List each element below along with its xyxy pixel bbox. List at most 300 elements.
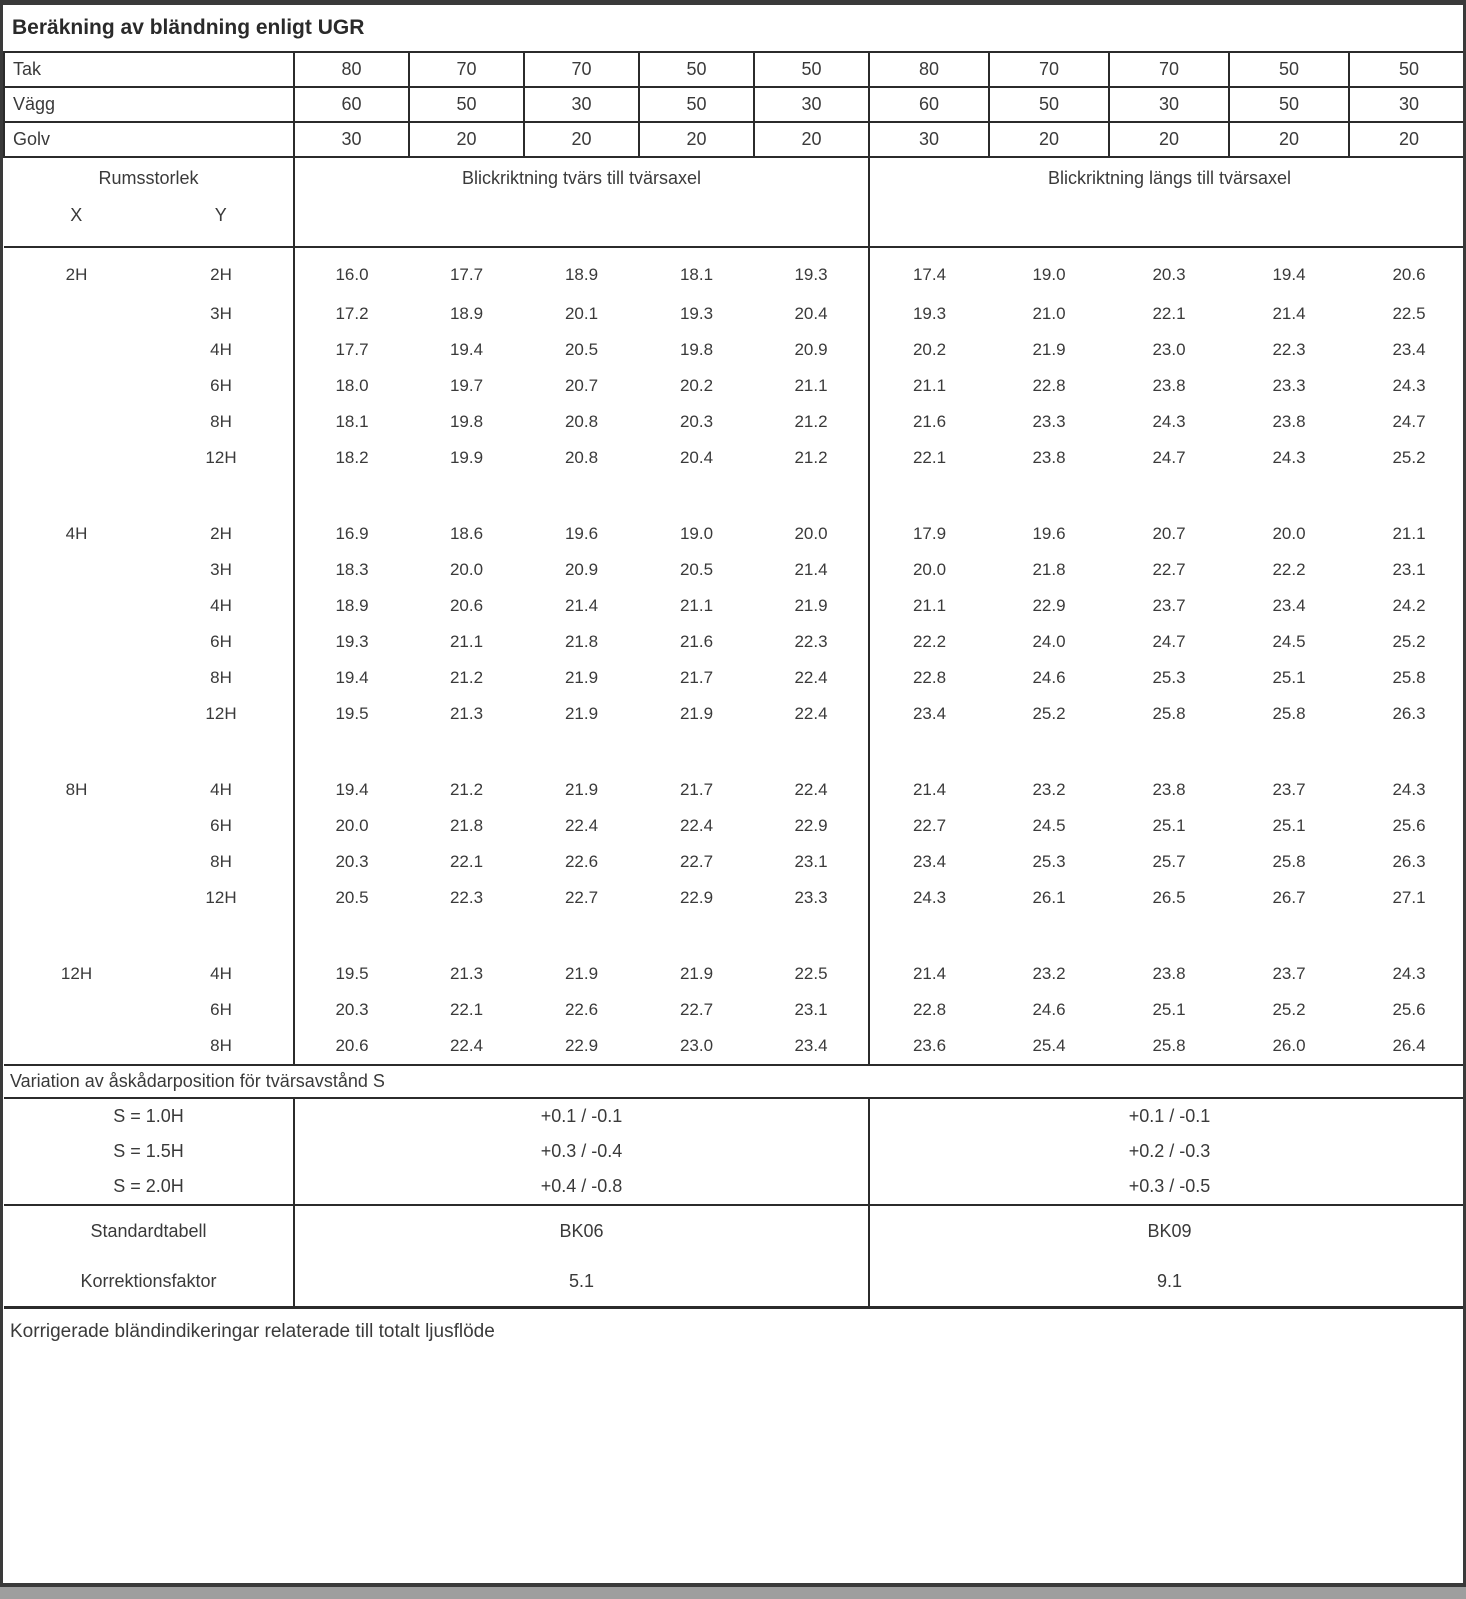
ugr-value: 25.4 xyxy=(1032,1036,1066,1055)
y-label: 6H xyxy=(149,368,294,404)
variation-row xyxy=(4,1134,1466,1169)
ugr-value: 24.3 xyxy=(1392,780,1426,799)
ugr-value: 23.2 xyxy=(1032,964,1066,983)
ugr-value: 21.0 xyxy=(1032,304,1066,323)
ugr-value: 22.7 xyxy=(679,852,714,871)
ugr-value: 18.0 xyxy=(335,376,369,395)
ugr-value: 24.3 xyxy=(1392,376,1426,395)
ugr-row xyxy=(4,296,1466,332)
ugr-row xyxy=(4,696,1466,732)
surface-row-tak xyxy=(4,52,1466,87)
ugr-value: 19.9 xyxy=(449,448,484,467)
spacer-cell xyxy=(4,732,294,772)
ugr-value: 20.1 xyxy=(564,304,599,323)
x-label xyxy=(4,588,149,624)
ugr-value: 21.1 xyxy=(912,596,947,615)
x-label: 4H xyxy=(65,524,88,543)
ugr-value: 24.3 xyxy=(1272,448,1306,467)
page-title: Beräkning av bländning enligt UGR xyxy=(4,5,1466,52)
ugr-value: 22.3 xyxy=(1272,340,1306,359)
surface-value: 70 xyxy=(989,52,1109,87)
surface-value: 20 xyxy=(409,122,524,157)
y-label: 8H xyxy=(149,660,294,696)
spacer-cell xyxy=(869,732,1466,772)
y-label: 8H xyxy=(149,404,294,440)
y-label: 6H xyxy=(149,624,294,660)
group-header-right: Blickriktning längs till tvärsaxel xyxy=(869,157,1466,247)
ugr-value: 19.7 xyxy=(449,376,484,395)
surface-value: 80 xyxy=(294,52,409,87)
ugr-value: 20.0 xyxy=(1272,524,1306,543)
y-label: 12H xyxy=(149,440,294,476)
ugr-value: 20.5 xyxy=(679,560,714,579)
y-label: 12H xyxy=(149,880,294,916)
ugr-row xyxy=(4,956,1466,992)
variation-label: S = 1.0H xyxy=(4,1098,294,1134)
ugr-value: 24.7 xyxy=(1152,448,1186,467)
surface-value: 30 xyxy=(524,87,639,122)
ugr-value: 22.4 xyxy=(754,772,869,808)
surface-value: 50 xyxy=(1229,52,1349,87)
ugr-value: 20.7 xyxy=(1152,524,1186,543)
ugr-value: 20.8 xyxy=(564,412,599,431)
variation-label: S = 1.5H xyxy=(4,1134,294,1169)
ugr-value: 21.9 xyxy=(679,964,714,983)
ugr-value: 21.6 xyxy=(679,632,714,651)
ugr-value: 24.7 xyxy=(1392,412,1426,431)
ugr-value: 21.3 xyxy=(449,704,484,723)
ugr-value: 21.1 xyxy=(449,632,484,651)
ugr-table xyxy=(3,5,1466,1587)
surface-value: 30 xyxy=(294,122,409,157)
ugr-value: 24.3 xyxy=(1152,412,1186,431)
ugr-value: 23.1 xyxy=(754,992,869,1028)
surface-value: 50 xyxy=(754,52,869,87)
ugr-value: 20.7 xyxy=(564,376,599,395)
ugr-value: 23.8 xyxy=(1032,448,1066,467)
ugr-value: 20.3 xyxy=(679,412,714,431)
ugr-value: 23.7 xyxy=(1152,596,1186,615)
ugr-value: 17.4 xyxy=(912,265,947,284)
surface-label: Vägg xyxy=(4,87,294,122)
ugr-value: 20.6 xyxy=(449,596,484,615)
ugr-value: 22.4 xyxy=(754,696,869,732)
surface-value: 70 xyxy=(524,52,639,87)
ugr-value: 19.0 xyxy=(679,524,714,543)
ugr-value: 25.2 xyxy=(1392,632,1426,651)
x-label xyxy=(4,992,149,1028)
ugr-row xyxy=(4,1028,1466,1065)
surface-value: 60 xyxy=(294,87,409,122)
ugr-row xyxy=(4,880,1466,916)
surface-value: 20 xyxy=(1229,122,1349,157)
ugr-value: 19.4 xyxy=(335,668,369,687)
surface-row-golv xyxy=(4,122,1466,157)
ugr-value: 22.7 xyxy=(912,816,947,835)
variation-value-left: +0.4 / -0.8 xyxy=(294,1169,869,1205)
ugr-value: 21.4 xyxy=(1272,304,1306,323)
surface-label: Tak xyxy=(4,52,294,87)
room-size-header xyxy=(4,157,294,247)
surface-value: 30 xyxy=(869,122,989,157)
ugr-row xyxy=(4,440,1466,476)
ugr-value: 25.3 xyxy=(1032,852,1066,871)
footer-heading: Korrigerade bländindikeringar relaterade till totalt ljusflöde xyxy=(4,1308,1466,1588)
xy-header xyxy=(4,205,293,226)
ugr-value: 20.9 xyxy=(754,332,869,368)
ugr-value: 21.3 xyxy=(449,964,484,983)
ugr-value: 26.5 xyxy=(1152,888,1186,907)
surface-value: 20 xyxy=(1349,122,1466,157)
ugr-value: 20.4 xyxy=(754,296,869,332)
spacer-cell xyxy=(4,916,294,956)
x-label xyxy=(4,296,149,332)
ugr-value: 18.9 xyxy=(564,265,599,284)
ugr-value: 20.8 xyxy=(564,448,599,467)
ugr-value: 22.1 xyxy=(912,448,947,467)
surface-value: 20 xyxy=(754,122,869,157)
block-spacer-row xyxy=(4,476,1466,516)
ugr-value: 20.5 xyxy=(564,340,599,359)
ugr-value: 20.4 xyxy=(679,448,714,467)
x-label xyxy=(4,404,149,440)
ugr-value: 21.9 xyxy=(564,704,599,723)
ugr-value: 19.5 xyxy=(335,964,369,983)
x-column-header: X xyxy=(70,205,83,225)
variation-label: S = 2.0H xyxy=(4,1169,294,1205)
ugr-value: 23.4 xyxy=(1392,340,1426,359)
y-column-header: Y xyxy=(214,205,227,225)
y-label: 2H xyxy=(149,516,294,552)
surface-value: 50 xyxy=(989,87,1109,122)
ugr-value: 23.6 xyxy=(912,1036,947,1055)
ugr-value: 21.7 xyxy=(679,668,714,687)
variation-value-left: +0.1 / -0.1 xyxy=(294,1098,869,1134)
ugr-value: 24.3 xyxy=(1392,964,1426,983)
x-label xyxy=(4,368,149,404)
ugr-value: 24.5 xyxy=(1272,632,1306,651)
ugr-value: 25.8 xyxy=(1392,668,1426,687)
ugr-value: 20.0 xyxy=(449,560,484,579)
ugr-row xyxy=(4,247,1466,296)
ugr-value: 20.5 xyxy=(335,888,369,907)
ugr-value: 19.3 xyxy=(912,304,947,323)
ugr-row xyxy=(4,332,1466,368)
ugr-value: 22.4 xyxy=(679,816,714,835)
ugr-value: 22.1 xyxy=(1152,304,1186,323)
y-label: 4H xyxy=(149,588,294,624)
y-label: 4H xyxy=(149,332,294,368)
ugr-value: 21.1 xyxy=(1392,524,1426,543)
ugr-value: 23.2 xyxy=(1032,780,1066,799)
spacer-cell xyxy=(294,732,869,772)
summary-label: Standardtabell xyxy=(4,1205,294,1256)
y-label: 4H xyxy=(149,956,294,992)
ugr-value: 25.7 xyxy=(1152,852,1186,871)
ugr-value: 20.2 xyxy=(679,376,714,395)
ugr-value: 25.1 xyxy=(1272,668,1306,687)
spacer-cell xyxy=(4,476,294,516)
ugr-value: 22.6 xyxy=(564,852,599,871)
ugr-value: 22.1 xyxy=(449,1000,484,1019)
footer-row xyxy=(4,1308,1466,1588)
x-label xyxy=(4,808,149,844)
ugr-row xyxy=(4,772,1466,808)
ugr-value: 23.7 xyxy=(1272,780,1306,799)
ugr-value: 24.2 xyxy=(1392,596,1426,615)
summary-value-left: BK06 xyxy=(294,1205,869,1256)
spacer-cell xyxy=(294,476,869,516)
ugr-row xyxy=(4,552,1466,588)
ugr-value: 21.1 xyxy=(754,368,869,404)
summary-label: Korrektionsfaktor xyxy=(4,1256,294,1308)
ugr-value: 21.6 xyxy=(912,412,947,431)
y-label: 12H xyxy=(149,696,294,732)
spacer-cell xyxy=(294,916,869,956)
ugr-value: 22.9 xyxy=(564,1036,599,1055)
summary-value-right: 9.1 xyxy=(1156,1270,1183,1291)
ugr-value: 25.2 xyxy=(1032,704,1066,723)
block-spacer-row xyxy=(4,732,1466,772)
summary-value-right: BK09 xyxy=(869,1205,1466,1256)
ugr-value: 17.9 xyxy=(912,524,947,543)
ugr-value: 18.1 xyxy=(679,265,714,284)
surface-value: 20 xyxy=(989,122,1109,157)
ugr-value: 25.8 xyxy=(1152,704,1186,723)
ugr-value: 21.4 xyxy=(564,596,599,615)
ugr-value: 21.1 xyxy=(912,376,947,395)
ugr-value: 25.3 xyxy=(1152,668,1186,687)
ugr-value: 19.4 xyxy=(1272,265,1306,284)
ugr-row xyxy=(4,624,1466,660)
ugr-value: 18.2 xyxy=(335,448,369,467)
ugr-value: 22.7 xyxy=(564,888,599,907)
ugr-value: 21.9 xyxy=(564,964,599,983)
ugr-value: 23.1 xyxy=(1392,560,1426,579)
title-row xyxy=(4,5,1466,52)
surface-value: 20 xyxy=(1109,122,1229,157)
x-label xyxy=(4,624,149,660)
ugr-value: 25.1 xyxy=(1272,816,1306,835)
x-label xyxy=(4,696,149,732)
surface-value: 70 xyxy=(1109,52,1229,87)
summary-value-left: 5.1 xyxy=(294,1256,869,1308)
ugr-value: 26.0 xyxy=(1272,1036,1306,1055)
variation-value-left: +0.3 / -0.4 xyxy=(294,1134,869,1169)
variation-heading: Variation av åskådarposition för tvärsavstånd S xyxy=(4,1065,1466,1098)
ugr-value: 19.8 xyxy=(679,340,714,359)
ugr-value: 22.2 xyxy=(1272,560,1306,579)
ugr-value: 25.6 xyxy=(1392,816,1426,835)
ugr-row xyxy=(4,844,1466,880)
ugr-value: 22.3 xyxy=(449,888,484,907)
ugr-value: 20.3 xyxy=(1152,265,1186,284)
ugr-value: 24.5 xyxy=(1032,816,1066,835)
x-label xyxy=(4,1028,149,1065)
ugr-value: 25.1 xyxy=(1152,816,1186,835)
ugr-value: 18.9 xyxy=(335,596,369,615)
surface-value: 20 xyxy=(639,122,754,157)
ugr-value: 22.5 xyxy=(1392,304,1426,323)
ugr-value: 23.8 xyxy=(1272,412,1306,431)
x-label xyxy=(4,440,149,476)
ugr-value: 23.3 xyxy=(1032,412,1066,431)
surface-value: 50 xyxy=(409,87,524,122)
ugr-value: 23.1 xyxy=(754,844,869,880)
ugr-row xyxy=(4,404,1466,440)
ugr-value: 21.8 xyxy=(1032,560,1066,579)
ugr-value: 23.4 xyxy=(754,1028,869,1065)
ugr-value: 21.9 xyxy=(1032,340,1066,359)
ugr-value: 22.4 xyxy=(449,1036,484,1055)
variation-row xyxy=(4,1098,1466,1134)
ugr-value: 25.2 xyxy=(1272,1000,1306,1019)
ugr-value: 21.9 xyxy=(564,780,599,799)
ugr-value: 21.4 xyxy=(912,780,947,799)
ugr-value: 20.0 xyxy=(335,816,369,835)
ugr-value: 16.9 xyxy=(335,524,369,543)
ugr-value: 23.0 xyxy=(679,1036,714,1055)
surface-value: 20 xyxy=(524,122,639,157)
ugr-value: 26.3 xyxy=(1392,852,1426,871)
ugr-value: 21.8 xyxy=(449,816,484,835)
column-header-row xyxy=(4,157,1466,247)
ugr-value: 26.4 xyxy=(1392,1036,1426,1055)
y-label: 3H xyxy=(149,296,294,332)
ugr-value: 25.8 xyxy=(1272,852,1306,871)
x-label: 2H xyxy=(65,265,88,284)
ugr-value: 16.0 xyxy=(335,265,369,284)
ugr-value: 22.9 xyxy=(1032,596,1066,615)
ugr-value: 20.3 xyxy=(335,852,369,871)
ugr-value: 22.6 xyxy=(564,1000,599,1019)
surface-value: 80 xyxy=(869,52,989,87)
ugr-value: 17.2 xyxy=(335,304,369,323)
ugr-value: 24.7 xyxy=(1152,632,1186,651)
variation-heading-row xyxy=(4,1065,1466,1098)
ugr-value: 22.7 xyxy=(1152,560,1186,579)
ugr-value: 23.4 xyxy=(912,852,947,871)
ugr-value: 21.2 xyxy=(449,780,484,799)
ugr-value: 20.0 xyxy=(912,560,947,579)
ugr-value: 23.4 xyxy=(1272,596,1306,615)
ugr-value: 25.2 xyxy=(1392,448,1426,467)
ugr-value: 23.8 xyxy=(1152,964,1186,983)
ugr-value: 21.7 xyxy=(679,780,714,799)
surface-value: 30 xyxy=(754,87,869,122)
ugr-value: 18.3 xyxy=(335,560,369,579)
ugr-value: 21.9 xyxy=(754,588,869,624)
ugr-value: 23.3 xyxy=(1272,376,1306,395)
variation-row xyxy=(4,1169,1466,1205)
ugr-value: 24.3 xyxy=(912,888,947,907)
x-label: 12H xyxy=(60,964,93,983)
ugr-value: 18.9 xyxy=(449,304,484,323)
ugr-value: 25.8 xyxy=(1272,704,1306,723)
ugr-value: 19.4 xyxy=(335,780,369,799)
surface-value: 30 xyxy=(1349,87,1466,122)
ugr-value: 24.0 xyxy=(1032,632,1066,651)
y-label: 3H xyxy=(149,552,294,588)
ugr-value: 19.4 xyxy=(449,340,484,359)
ugr-value: 22.9 xyxy=(679,888,714,907)
ugr-row xyxy=(4,516,1466,552)
surface-value: 50 xyxy=(639,87,754,122)
ugr-value: 23.8 xyxy=(1152,780,1186,799)
room-size-label: Rumsstorlek xyxy=(98,168,199,188)
ugr-value: 22.9 xyxy=(754,808,869,844)
ugr-value: 26.3 xyxy=(1392,704,1426,723)
ugr-value: 24.6 xyxy=(1032,668,1066,687)
ugr-value: 21.2 xyxy=(754,440,869,476)
ugr-value: 22.1 xyxy=(449,852,484,871)
surface-value: 60 xyxy=(869,87,989,122)
y-label: 8H xyxy=(149,1028,294,1065)
ugr-value: 22.8 xyxy=(912,1000,947,1019)
x-label xyxy=(4,660,149,696)
y-label: 6H xyxy=(149,992,294,1028)
ugr-value: 20.0 xyxy=(754,516,869,552)
ugr-value: 20.6 xyxy=(335,1036,369,1055)
group-header-left: Blickriktning tvärs till tvärsaxel xyxy=(294,157,869,247)
ugr-value: 21.4 xyxy=(912,964,947,983)
ugr-value: 19.8 xyxy=(449,412,484,431)
x-label xyxy=(4,552,149,588)
ugr-value: 21.9 xyxy=(679,704,714,723)
ugr-value: 24.6 xyxy=(1032,1000,1066,1019)
ugr-value: 23.3 xyxy=(754,880,869,916)
ugr-value: 18.6 xyxy=(449,524,484,543)
ugr-value: 19.0 xyxy=(1032,265,1066,284)
surface-value: 50 xyxy=(1349,52,1466,87)
ugr-value: 23.0 xyxy=(1152,340,1186,359)
ugr-value: 22.3 xyxy=(754,624,869,660)
ugr-value: 19.3 xyxy=(335,632,369,651)
ugr-value: 22.4 xyxy=(564,816,599,835)
ugr-value: 23.8 xyxy=(1152,376,1186,395)
variation-value-right: +0.1 / -0.1 xyxy=(1128,1106,1211,1126)
ugr-value: 17.7 xyxy=(449,265,484,284)
ugr-value: 25.6 xyxy=(1392,1000,1426,1019)
summary-row-korrektionsfaktor xyxy=(4,1256,1466,1308)
ugr-value: 17.7 xyxy=(335,340,369,359)
ugr-value: 22.8 xyxy=(912,668,947,687)
x-label xyxy=(4,844,149,880)
surface-value: 50 xyxy=(1229,87,1349,122)
summary-row-standardtabell xyxy=(4,1205,1466,1256)
x-label xyxy=(4,332,149,368)
variation-value-right: +0.2 / -0.3 xyxy=(1128,1141,1211,1161)
ugr-row xyxy=(4,660,1466,696)
ugr-value: 21.1 xyxy=(679,596,714,615)
ugr-value: 20.9 xyxy=(564,560,599,579)
spacer-cell xyxy=(869,476,1466,516)
x-label: 8H xyxy=(65,780,88,799)
ugr-row xyxy=(4,368,1466,404)
ugr-value: 26.1 xyxy=(1032,888,1066,907)
x-label xyxy=(4,880,149,916)
surface-value: 30 xyxy=(1109,87,1229,122)
y-label: 2H xyxy=(149,247,294,296)
ugr-value: 23.7 xyxy=(1272,964,1306,983)
ugr-value: 21.2 xyxy=(754,404,869,440)
ugr-value: 22.2 xyxy=(912,632,947,651)
ugr-value: 20.6 xyxy=(1392,265,1426,284)
ugr-value: 27.1 xyxy=(1392,888,1426,907)
ugr-value: 19.5 xyxy=(335,704,369,723)
ugr-value: 22.5 xyxy=(754,956,869,992)
ugr-row xyxy=(4,808,1466,844)
